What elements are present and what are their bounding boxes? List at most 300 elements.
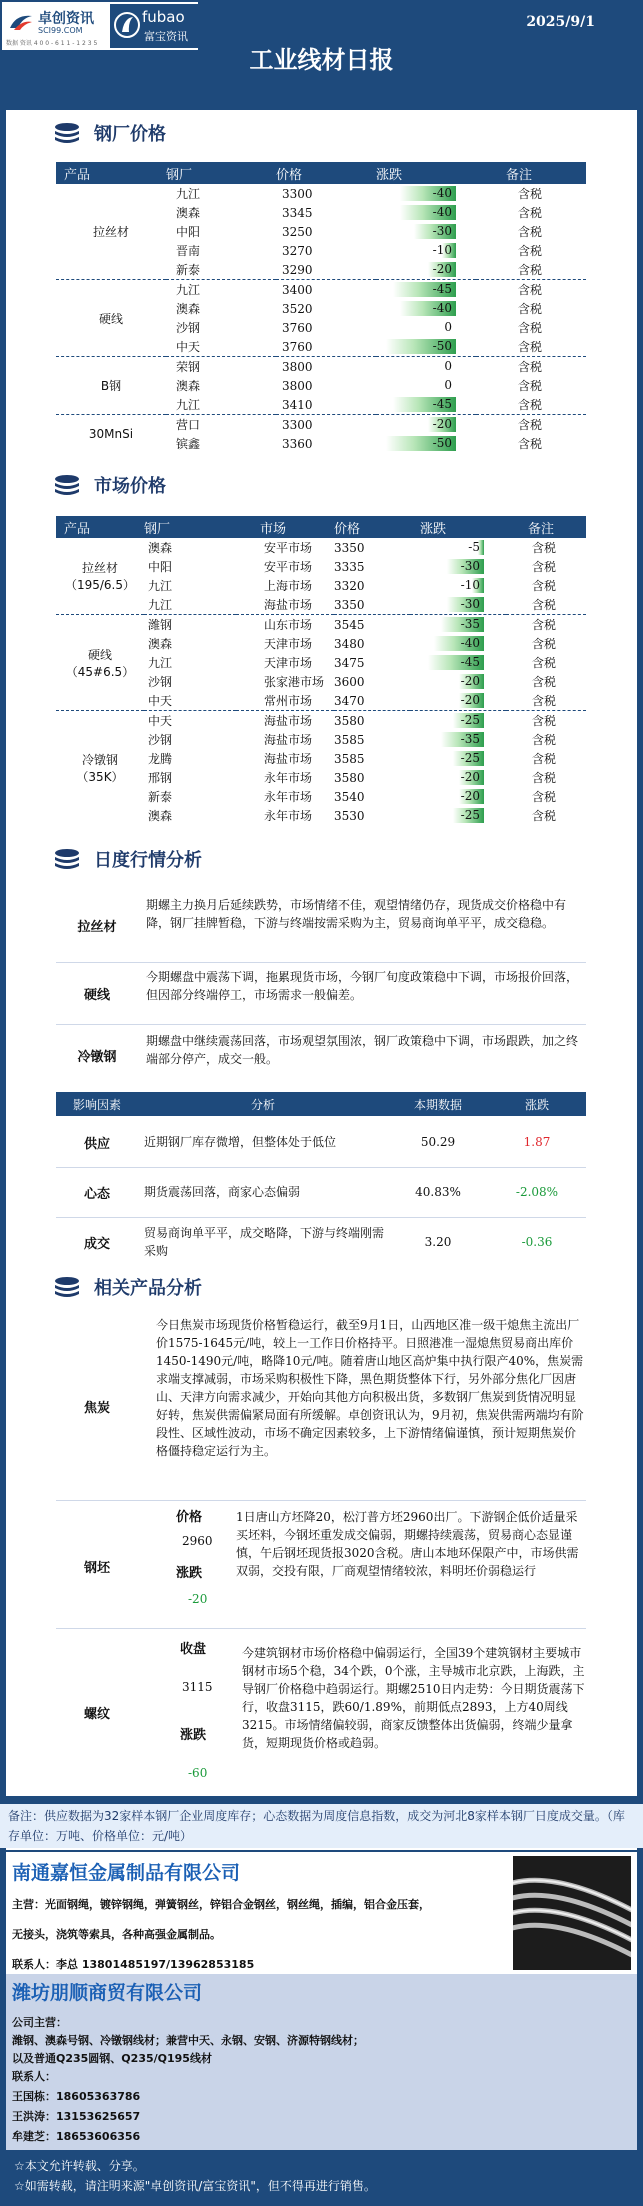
mill-cell: 中阳 xyxy=(176,225,201,239)
product-cell: 拉丝材 xyxy=(92,225,129,239)
price-cell: 3520 xyxy=(282,301,313,316)
factor-change: 1.87 xyxy=(523,1135,551,1149)
price-cell: 3800 xyxy=(276,357,376,377)
mill-cell: 潍钢 xyxy=(144,615,236,635)
change-cell xyxy=(410,749,506,768)
section-related-title xyxy=(50,1272,202,1302)
change-value: -20 xyxy=(432,262,452,276)
change-value: -35 xyxy=(460,732,480,746)
mill-cell: 邢钢 xyxy=(148,771,173,785)
change-bar-wrap xyxy=(376,184,476,203)
sci99-logo-text: 卓创资讯 xyxy=(38,11,94,27)
factor-value: 40.83% xyxy=(415,1185,461,1199)
price-cell: 3300 xyxy=(276,415,376,435)
stack-icon xyxy=(50,848,84,870)
change-bar-wrap xyxy=(376,337,476,356)
market-cell: 常州市场 xyxy=(264,694,313,708)
ad-2-contact: 牟建芝：18653606356 xyxy=(12,2130,141,2143)
ad-2 xyxy=(6,1974,637,2150)
change-bar-wrap xyxy=(410,711,506,730)
col-mill: 钢厂 xyxy=(144,516,236,538)
mill-cell: 澳森 xyxy=(148,637,173,651)
note-cell: 含税 xyxy=(532,637,557,651)
divider xyxy=(56,1500,586,1501)
mill-cell: 澳森 xyxy=(176,379,201,393)
product-cell: B钢 xyxy=(56,357,166,415)
market-cell: 海盐市场 xyxy=(264,752,313,766)
change-value: -20 xyxy=(432,417,452,431)
price-cell: 3540 xyxy=(334,789,365,804)
note-cell: 含税 xyxy=(532,752,557,766)
change-cell xyxy=(410,538,506,557)
note-cell: 含税 xyxy=(518,398,543,412)
note-cell: 含税 xyxy=(506,615,586,635)
note-cell: 含税 xyxy=(476,415,586,435)
note-cell: 含税 xyxy=(476,357,586,377)
change-bar-wrap xyxy=(410,730,506,749)
rebar-price-label: 收盘 xyxy=(180,1642,207,1657)
factor-row xyxy=(56,1168,586,1216)
daily-analysis xyxy=(56,890,586,1086)
price-cell: 3410 xyxy=(282,397,313,412)
note-cell: 含税 xyxy=(532,771,557,785)
col-note: 备注 xyxy=(506,516,586,538)
change-bar-wrap xyxy=(376,203,476,222)
col-change: 涨跌 xyxy=(410,516,506,538)
note-cell: 含税 xyxy=(518,187,543,201)
wire-rope-icon xyxy=(513,1856,631,1970)
change-cell xyxy=(376,299,476,318)
price-cell: 3530 xyxy=(334,808,365,823)
section-title-text: 日度行情分析 xyxy=(94,850,202,871)
change-value: -20 xyxy=(460,789,480,803)
note-cell: 含税 xyxy=(532,733,557,747)
factor-table xyxy=(56,1118,586,1268)
col-product: 产品 xyxy=(56,162,166,184)
factor-row xyxy=(56,1118,586,1166)
billet-label: 钢坯 xyxy=(83,1560,110,1576)
product-spec: （195/6.5） xyxy=(64,578,136,592)
mill-cell: 营口 xyxy=(166,415,276,435)
price-cell: 3600 xyxy=(334,674,365,689)
price-cell: 3335 xyxy=(334,559,365,574)
table-row xyxy=(56,357,586,377)
footer-line-1: ☆本文允许转载、分享。 xyxy=(14,2159,145,2173)
market-cell: 安平市场 xyxy=(264,541,313,555)
note-cell: 含税 xyxy=(532,790,557,804)
col-change: 涨跌 xyxy=(376,162,476,184)
market-cell: 天津市场 xyxy=(264,637,313,651)
product-cell xyxy=(56,615,144,711)
change-cell xyxy=(410,806,506,825)
daily-row xyxy=(56,890,586,960)
daily-row xyxy=(56,1026,586,1084)
product-name: 拉丝材 xyxy=(81,561,118,575)
price-cell: 3360 xyxy=(282,436,313,451)
change-bar-wrap xyxy=(410,634,506,653)
note: 备注：供应数据为32家样本钢厂企业周度库存；心态数据为周度信息指数，成交为河北8家样本钢厂日度成交量。（库存单位：万吨、价格单位：元/吨） xyxy=(0,1804,643,1848)
change-value: -45 xyxy=(432,397,452,411)
product-cell: 硬线 xyxy=(56,280,166,357)
change-value: -30 xyxy=(460,559,480,573)
col-mill: 钢厂 xyxy=(166,162,276,184)
divider-band xyxy=(0,1796,643,1804)
change-cell xyxy=(410,557,506,576)
market-cell: 海盐市场 xyxy=(236,711,334,731)
ad-1-company[interactable]: 南通嘉恒金属制品有限公司 xyxy=(12,1862,241,1884)
sci99-logo-domain: SCI99.COM xyxy=(38,26,83,35)
product-spec: （35K） xyxy=(76,770,124,784)
col-change: 涨跌 xyxy=(524,1097,549,1112)
rebar-change: -60 xyxy=(188,1766,208,1780)
note-cell: 含税 xyxy=(532,675,557,689)
change-cell xyxy=(376,357,476,377)
sci99-logo-sub: 数据 资讯 4 0 0 - 6 1 1 - 1 2 3 5 xyxy=(6,40,98,47)
market-cell: 永年市场 xyxy=(264,771,313,785)
change-cell xyxy=(376,415,476,435)
note-cell: 含税 xyxy=(532,656,557,670)
change-bar-wrap xyxy=(376,299,476,318)
change-value: 0 xyxy=(444,378,452,392)
change-value: -20 xyxy=(460,770,480,784)
price-cell: 3350 xyxy=(334,597,365,612)
note-cell: 含税 xyxy=(532,598,557,612)
ad-2-line3: 以及普通Q235圆钢、Q235/Q195线材 xyxy=(12,2052,212,2065)
change-bar-wrap xyxy=(410,538,506,557)
change-cell xyxy=(410,730,506,749)
mill-cell: 沙钢 xyxy=(148,675,173,689)
change-value: -20 xyxy=(460,674,480,688)
change-bar-wrap xyxy=(376,260,476,279)
change-value: -35 xyxy=(460,617,480,631)
ad-2-contact: 王洪涛：13153625657 xyxy=(12,2110,141,2123)
change-value: -40 xyxy=(460,636,480,650)
change-cell xyxy=(410,711,506,731)
coke-text: 今日焦炭市场现货价格暂稳运行，截至9月1日，山西地区准一级干熄焦主流出厂价1575-1645元/吨，较上一工作日价格持平。日照港准一湿熄焦贸易商出库价1450-1490元/吨，略降10元/吨。随着唐山地区高炉集中执行限产40%，焦炭需求端支撑减弱，市场采购积极性下降，黑色期货整体下行，另外部分焦化厂因唐山、天津方向需求减少，开始向其他方向积极出货，多数钢厂焦炭到货情况明显好转，焦炭供需偏紧局面有所缓解。卓创资讯认为，9月初，焦炭供需两端均有阶段性、区域性波动，市场不确定因素较多，上下游情绪偏谨慎，预计短期焦炭价格僵持稳定运行为主。 xyxy=(156,1318,584,1458)
price-cell: 3320 xyxy=(334,578,365,593)
price-cell: 3580 xyxy=(334,770,365,785)
change-cell xyxy=(410,787,506,806)
rebar-analysis xyxy=(56,1632,586,1792)
divider xyxy=(56,1628,586,1629)
note-cell: 含税 xyxy=(518,263,543,277)
market-cell: 海盐市场 xyxy=(264,598,313,612)
sci99-logo xyxy=(4,8,104,47)
change-value: -30 xyxy=(432,224,452,238)
footer-line-2: ☆如需转载，请注明来源"卓创资讯/富宝资讯"，但不得再进行销售。 xyxy=(14,2179,376,2193)
product-cell xyxy=(56,711,144,826)
change-cell xyxy=(376,203,476,222)
daily-row-label: 冷镦钢 xyxy=(77,1049,117,1065)
price-cell: 3345 xyxy=(282,205,313,220)
change-bar-wrap xyxy=(376,280,476,299)
mill-cell: 九江 xyxy=(176,187,201,201)
section-daily-title xyxy=(50,844,202,874)
change-value: -25 xyxy=(460,808,480,822)
change-value: -45 xyxy=(432,282,452,296)
stack-icon xyxy=(50,1276,84,1298)
ad-1-contact: 联系人：李总 13801485197/13962853185 xyxy=(12,1958,255,1971)
table-row xyxy=(56,184,586,203)
mill-cell: 澳森 xyxy=(148,541,173,555)
note-cell: 含税 xyxy=(532,579,557,593)
price-cell: 3470 xyxy=(334,693,365,708)
billet-price: 2960 xyxy=(182,1534,213,1548)
change-cell xyxy=(376,241,476,260)
price-cell: 3290 xyxy=(282,262,313,277)
section-market-price-title xyxy=(50,470,166,500)
market-cell: 上海市场 xyxy=(264,579,313,593)
factor-label: 成交 xyxy=(83,1236,110,1252)
change-cell xyxy=(410,634,506,653)
col-data: 本期数据 xyxy=(413,1097,462,1112)
price-cell: 3585 xyxy=(334,751,365,766)
change-value: -30 xyxy=(460,597,480,611)
note-cell: 含税 xyxy=(476,280,586,300)
table-row xyxy=(56,711,586,731)
change-value: -25 xyxy=(460,713,480,727)
mill-cell: 晋南 xyxy=(176,244,201,258)
mill-cell: 澳森 xyxy=(176,206,201,220)
note-cell: 含税 xyxy=(532,560,557,574)
price-cell: 3585 xyxy=(334,732,365,747)
market-cell: 张家港市场 xyxy=(264,675,325,689)
col-analysis: 分析 xyxy=(250,1097,275,1112)
change-value: -40 xyxy=(432,301,452,315)
change-bar-wrap xyxy=(376,318,476,337)
change-cell xyxy=(410,691,506,711)
note-cell: 含税 xyxy=(518,244,543,258)
change-cell xyxy=(376,280,476,300)
price-cell: 3800 xyxy=(282,378,313,393)
factor-label: 供应 xyxy=(83,1136,110,1152)
col-market: 市场 xyxy=(236,516,334,538)
market-cell: 天津市场 xyxy=(264,656,313,670)
ad-2-contact: 王国栋：18605363786 xyxy=(12,2090,141,2103)
ad-2-line1: 公司主营： xyxy=(12,2016,67,2029)
change-cell xyxy=(410,576,506,595)
section-title-text: 市场价格 xyxy=(94,476,166,497)
factor-value: 3.20 xyxy=(424,1235,452,1249)
change-bar-wrap xyxy=(410,787,506,806)
change-value: -50 xyxy=(432,339,452,353)
factor-label: 心态 xyxy=(83,1186,110,1202)
daily-row-text: 今期螺盘中震荡下调，拖累现货市场，今钢厂旬度政策稳中下调，市场报价回落，但因部分终端停工，市场需求一般偏差。 xyxy=(146,970,579,1002)
mill-cell: 镔鑫 xyxy=(176,437,201,451)
billet-price-label: 价格 xyxy=(176,1510,203,1525)
change-bar-wrap xyxy=(376,222,476,241)
table-header-row xyxy=(56,516,586,538)
note-cell: 含税 xyxy=(506,711,586,731)
change-cell xyxy=(376,376,476,395)
ad-2-company[interactable]: 潍坊朋顺商贸有限公司 xyxy=(12,1982,203,2004)
price-cell: 3400 xyxy=(276,280,376,300)
change-value: -40 xyxy=(432,205,452,219)
daily-row xyxy=(56,964,586,1022)
note-cell: 含税 xyxy=(518,340,543,354)
col-price: 价格 xyxy=(334,516,410,538)
market-price-table xyxy=(56,516,586,825)
table-row xyxy=(56,280,586,300)
billet-text: 1日唐山方坯降20，松汀普方坯2960出厂。下游钢企低价适量采买坯料，今钢坯重发成交偏弱，期螺持续震荡，贸易商心态显谨慎，午后钢坯现货报3020含税。唐山本地环保限产中，市场供需双弱，交投有限，厂商观望情绪较浓，料明坯价弱稳运行 xyxy=(236,1510,579,1578)
change-bar-wrap xyxy=(410,691,506,710)
change-cell xyxy=(410,653,506,672)
section-mill-price-title xyxy=(50,118,166,148)
change-cell xyxy=(376,337,476,357)
mill-cell: 新泰 xyxy=(176,263,201,277)
change-cell xyxy=(376,184,476,203)
rebar-label: 螺纹 xyxy=(83,1706,110,1722)
market-cell: 安平市场 xyxy=(264,560,313,574)
change-value: 0 xyxy=(444,359,452,373)
mill-cell: 沙钢 xyxy=(148,733,173,747)
price-cell: 3350 xyxy=(334,540,365,555)
change-cell xyxy=(410,595,506,615)
note-cell: 含税 xyxy=(518,302,543,316)
col-price: 价格 xyxy=(276,162,376,184)
divider xyxy=(56,1024,586,1025)
product-name: 硬线 xyxy=(87,647,112,662)
price-cell: 3270 xyxy=(282,243,313,258)
factor-table-header xyxy=(56,1092,586,1116)
change-cell xyxy=(410,768,506,787)
daily-row-label: 硬线 xyxy=(83,987,110,1003)
product-cell: 30MnSi xyxy=(56,415,166,454)
change-bar-wrap xyxy=(376,395,476,414)
mill-cell: 九江 xyxy=(148,598,173,612)
header xyxy=(0,0,643,110)
change-value: -50 xyxy=(432,436,452,450)
price-cell: 3300 xyxy=(282,186,313,201)
factor-text: 期货震荡回落，商家心态偏弱 xyxy=(144,1185,301,1199)
price-cell: 3580 xyxy=(334,711,410,731)
note-cell: 含税 xyxy=(532,541,557,555)
divider xyxy=(56,962,586,963)
factor-change: -0.36 xyxy=(521,1235,553,1249)
coke-label: 焦炭 xyxy=(83,1400,110,1416)
rebar-text: 今建筑钢材市场价格稳中偏弱运行，全国39个建筑钢材主要城市钢材市场5个稳，34个跌，0个涨，主导城市北京跌，上海跌，主导钢厂价格稳中趋弱运行。期螺2510日内走势：今日期货震荡下行，收盘3115，跌60/1.89%，前期低点2893，上方40周线3215。市场情绪偏较弱，商家反馈整体出货偏弱，终端少量拿货，短期现货价格或趋弱。 xyxy=(242,1646,585,1750)
change-value: -10 xyxy=(432,243,452,257)
billet-change-label: 涨跌 xyxy=(176,1566,203,1581)
price-cell: 3475 xyxy=(334,655,365,670)
ad-2-line2: 潍钢、澳森号钢、冷镦钢线材；兼营中天、永钢、安钢、济源特钢线材； xyxy=(12,2034,364,2047)
change-bar-wrap xyxy=(376,415,476,434)
footer xyxy=(6,2150,637,2206)
change-bar-wrap xyxy=(376,357,476,376)
rebar-change-label: 涨跌 xyxy=(180,1728,207,1743)
market-cell: 山东市场 xyxy=(236,615,334,635)
wire-rope-image xyxy=(513,1856,631,1970)
note-cell: 含税 xyxy=(518,206,543,220)
daily-row-label: 拉丝材 xyxy=(77,919,117,935)
note-cell: 含税 xyxy=(518,321,543,335)
col-product: 产品 xyxy=(56,516,144,538)
change-bar-wrap xyxy=(410,615,506,634)
ad-1-line2: 无接头，浇筑等索具，各种高强金属制品。 xyxy=(12,1928,221,1941)
change-value: -10 xyxy=(460,578,480,592)
change-cell xyxy=(376,260,476,280)
change-cell xyxy=(376,395,476,415)
fubao-logo-sub: 富宝资讯 xyxy=(144,30,188,43)
change-cell xyxy=(376,318,476,337)
col-factor: 影响因素 xyxy=(72,1097,121,1112)
mill-cell: 中阳 xyxy=(148,560,173,574)
page-title: 工业线材日报 xyxy=(249,46,394,74)
ad-2-contact-label: 联系人： xyxy=(12,2070,56,2083)
change-bar-wrap xyxy=(410,749,506,768)
mill-cell: 九江 xyxy=(176,398,201,412)
price-cell: 3480 xyxy=(334,636,365,651)
change-value: -40 xyxy=(432,186,452,200)
report-date: 2025/9/1 xyxy=(526,14,595,30)
fubao-logo-text: fubao xyxy=(142,8,185,26)
change-bar-wrap xyxy=(410,653,506,672)
mill-cell: 澳森 xyxy=(148,809,173,823)
table-header-row xyxy=(56,162,586,184)
ad-1-line1: 主营：光面钢绳，镀锌钢绳，弹簧钢丝，锌铝合金钢丝，钢丝绳，插编，铝合金压套， xyxy=(12,1898,430,1911)
market-cell: 永年市场 xyxy=(264,809,313,823)
table-row xyxy=(56,538,586,557)
factor-text: 近期钢厂库存微增，但整体处于低位 xyxy=(144,1135,337,1149)
change-bar-wrap xyxy=(410,768,506,787)
change-cell xyxy=(410,615,506,635)
change-cell xyxy=(376,222,476,241)
col-note: 备注 xyxy=(476,162,586,184)
factor-row xyxy=(56,1218,586,1266)
mill-cell: 九江 xyxy=(148,656,173,670)
change-bar-wrap xyxy=(376,241,476,260)
daily-row-text: 期螺主力换月后延续跌势，市场情绪不佳，观望情绪仍存，现货成交价格稳中有降，钢厂挂牌暂稳，下游与终端按需采购为主，贸易商询单平平，成交稳稳。 xyxy=(146,898,567,930)
ad-1 xyxy=(6,1850,637,1974)
change-bar-wrap xyxy=(410,672,506,691)
market-cell: 海盐市场 xyxy=(264,733,313,747)
billet-change: -20 xyxy=(188,1592,208,1606)
change-cell xyxy=(376,434,476,453)
mill-cell: 龙腾 xyxy=(148,752,173,766)
fubao-logo-icon xyxy=(114,10,140,40)
mill-cell: 九江 xyxy=(148,579,173,593)
stack-icon xyxy=(50,122,84,144)
coke-analysis xyxy=(56,1314,586,1498)
note-cell: 含税 xyxy=(532,694,557,708)
change-cell xyxy=(410,672,506,691)
change-bar-wrap xyxy=(376,434,476,453)
daily-row-text: 期螺盘中继续震荡回落，市场观望氛围浓，钢厂政策稳中下调，市场跟跌，加之终端部分停产，成交一般。 xyxy=(146,1034,579,1066)
table-row xyxy=(56,415,586,435)
stack-icon xyxy=(50,474,84,496)
factor-value: 50.29 xyxy=(420,1135,456,1149)
billet-analysis xyxy=(56,1504,586,1628)
change-bar-wrap xyxy=(410,576,506,595)
mill-cell: 中天 xyxy=(176,340,201,354)
factor-change: -2.08% xyxy=(515,1185,559,1199)
price-cell: 3545 xyxy=(334,615,410,635)
mill-cell: 沙钢 xyxy=(176,321,201,335)
note-cell: 含税 xyxy=(532,809,557,823)
sci99-logo-icon xyxy=(8,12,34,32)
change-bar-wrap xyxy=(410,595,506,614)
change-value: -25 xyxy=(460,751,480,765)
note-cell: 含税 xyxy=(518,225,543,239)
price-cell: 3760 xyxy=(282,320,313,335)
price-cell: 3760 xyxy=(282,339,313,354)
change-value: -20 xyxy=(460,693,480,707)
change-bar-wrap xyxy=(410,806,506,825)
product-spec: （45#6.5） xyxy=(65,664,135,679)
mill-cell: 荣钢 xyxy=(166,357,276,377)
product-cell xyxy=(56,538,144,615)
change-value: -5 xyxy=(468,540,480,554)
